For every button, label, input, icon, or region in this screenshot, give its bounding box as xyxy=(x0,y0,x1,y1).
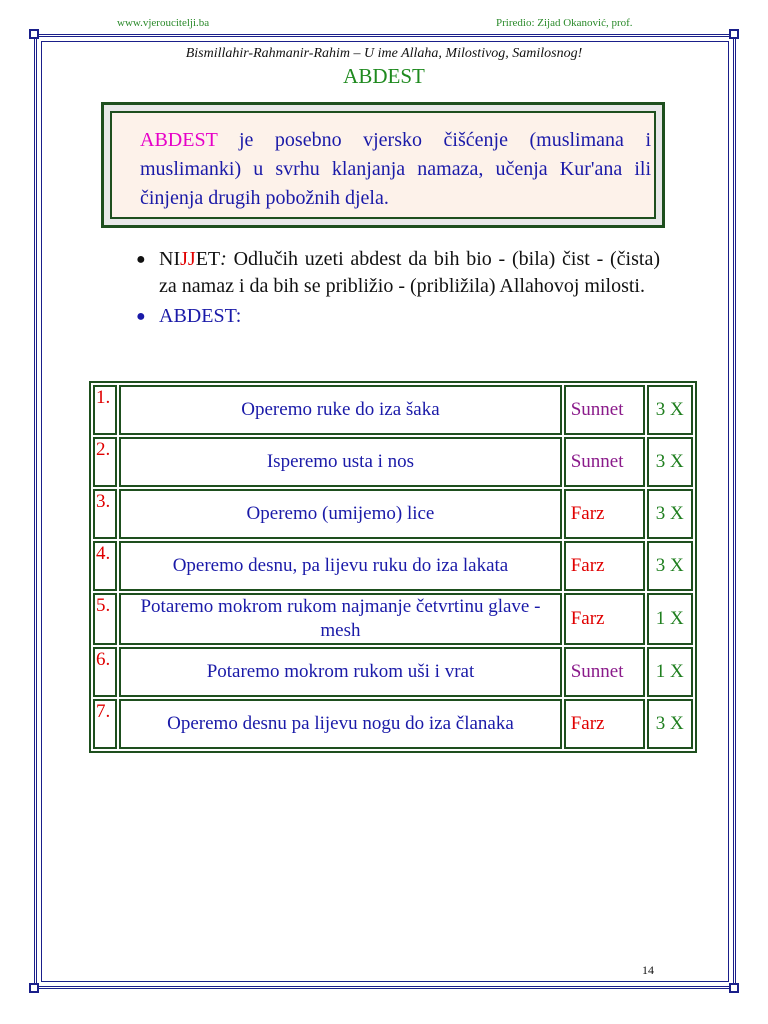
definition-text xyxy=(110,111,656,219)
step-action: Operemo desnu pa lijevu nogu do iza članaka xyxy=(119,699,561,749)
step-number: 6. xyxy=(93,647,117,697)
author-header: Priredio: Zijad Okanović, prof. xyxy=(496,17,633,29)
definition-body: je posebno vjersko čišćenje (muslimana i muslimanki) u svrhu klanjanja namaza, učenja Kur'ana ili činjenja drugih pobožnih djela. xyxy=(140,129,651,209)
step-type: Farz xyxy=(564,489,645,539)
border-corner-ornament xyxy=(29,983,39,993)
border-corner-ornament xyxy=(29,29,39,39)
page-title: ABDEST xyxy=(343,64,425,88)
step-type: Farz xyxy=(564,593,645,645)
page-number: 14 xyxy=(642,963,654,977)
step-type: Farz xyxy=(564,541,645,591)
step-action: Operemo desnu, pa lijevu ruku do iza lakata xyxy=(119,541,561,591)
step-number: 4. xyxy=(93,541,117,591)
step-count: 3 X xyxy=(647,699,693,749)
table-row xyxy=(93,541,693,591)
step-count: 3 X xyxy=(647,489,693,539)
step-count: 3 X xyxy=(647,541,693,591)
table-row xyxy=(93,699,693,749)
step-type: Sunnet xyxy=(564,647,645,697)
website-header[interactable]: www.vjeroucitelji.ba xyxy=(117,17,210,29)
intention-label-prefix: NI xyxy=(159,248,181,270)
list-item-abdest xyxy=(130,303,660,330)
step-action: Operemo ruke do iza šaka xyxy=(119,385,561,435)
bullet-icon: ● xyxy=(136,308,146,325)
intention-label-suffix: ET xyxy=(195,248,221,270)
step-number: 3. xyxy=(93,489,117,539)
table-row xyxy=(93,385,693,435)
step-count: 3 X xyxy=(647,437,693,487)
step-type: Sunnet xyxy=(564,437,645,487)
intention-text: Odlučih uzeti abdest da bih bio - (bila) čist - (čista) za namaz i da bih se približio - (približila) Allahovoj milosti. xyxy=(159,248,660,297)
step-count: 1 X xyxy=(647,647,693,697)
step-action: Potaremo mokrom rukom najmanje četvrtinu glave - mesh xyxy=(119,593,561,645)
invocation-subtitle: Bismillahir-Rahmanir-Rahim – U ime Allaha, Milostivog, Samilosnog! xyxy=(185,46,583,61)
step-action: Potaremo mokrom rukom uši i vrat xyxy=(119,647,561,697)
bullet-list xyxy=(130,246,660,330)
abdest-steps-table xyxy=(89,381,697,753)
step-number: 2. xyxy=(93,437,117,487)
step-number: 7. xyxy=(93,699,117,749)
table-row xyxy=(93,437,693,487)
table-row xyxy=(93,489,693,539)
border-corner-ornament xyxy=(729,29,739,39)
abdest-label: ABDEST: xyxy=(159,305,242,327)
definition-box xyxy=(101,102,665,228)
step-count: 1 X xyxy=(647,593,693,645)
step-count: 3 X xyxy=(647,385,693,435)
step-type: Farz xyxy=(564,699,645,749)
definition-term: ABDEST xyxy=(140,129,218,151)
border-corner-ornament xyxy=(729,983,739,993)
table-row xyxy=(93,593,693,645)
bullet-icon: ● xyxy=(136,251,146,268)
list-item-intention xyxy=(130,246,660,300)
step-number: 1. xyxy=(93,385,117,435)
step-number: 5. xyxy=(93,593,117,645)
intention-label-highlight: JJ xyxy=(180,248,196,270)
table-row xyxy=(93,647,693,697)
step-type: Sunnet xyxy=(564,385,645,435)
intention-colon: : xyxy=(220,248,227,270)
step-action: Operemo (umijemo) lice xyxy=(119,489,561,539)
step-action: Isperemo usta i nos xyxy=(119,437,561,487)
